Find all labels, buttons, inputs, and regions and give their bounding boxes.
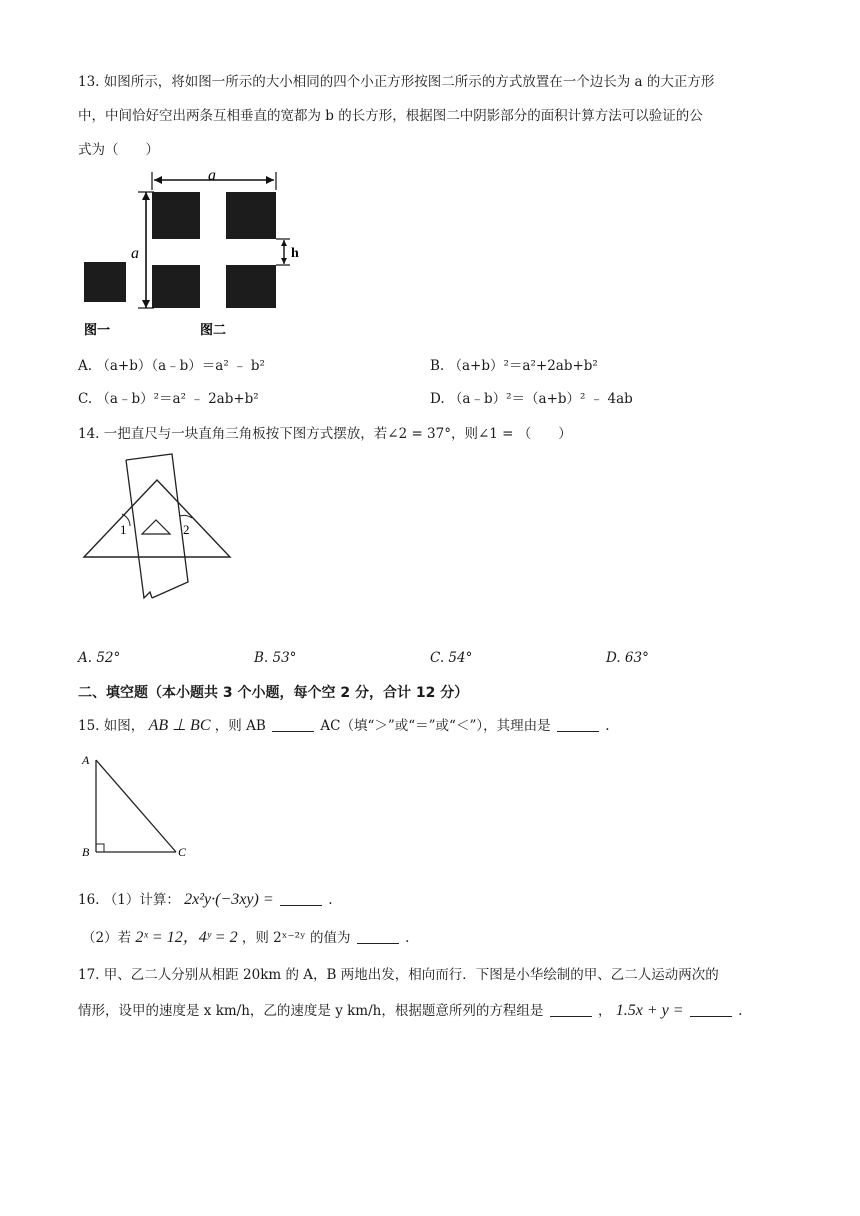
q15-end: . — [605, 718, 610, 734]
q17-line2-mid: ， — [597, 1003, 612, 1019]
q14-figure — [82, 452, 242, 602]
q16-blank-1[interactable] — [280, 891, 322, 906]
q15-mid: ，则 AB — [214, 718, 266, 734]
inner-triangle — [142, 520, 170, 534]
q13-line3: 式为（ ） — [78, 142, 159, 158]
q14-option-c[interactable]: C. 54° — [430, 650, 473, 666]
q17-line2-pre: 情形，设甲的速度是 x km/h，乙的速度是 y km/h，根据题意所列的方程组是 — [78, 1003, 544, 1019]
q13-option-c[interactable]: C. （a﹣b）²＝a² ﹣ 2ab+b² — [78, 391, 259, 407]
q13-option-d[interactable]: D. （a﹣b）²＝（a+b）² ﹣ 4ab — [430, 391, 633, 407]
straight-ruler — [126, 454, 188, 598]
angle-2-label: 2 — [183, 522, 190, 537]
q14-option-a[interactable]: A. 52° — [78, 650, 121, 666]
q17-line2 — [78, 1001, 742, 1021]
q15-figure — [80, 750, 200, 862]
q14-option-d[interactable]: D. 63° — [606, 650, 649, 666]
q13-figure — [78, 168, 308, 344]
q16-part1-math: 2x²y·(−3xy) = — [184, 891, 274, 908]
q13-option-a[interactable]: A. （a+b）（a﹣b）＝a² ﹣ b² — [78, 358, 265, 374]
q15-stem — [78, 716, 610, 736]
q15-mid2: AC（填“＞”或“＝”或“＜”），其理由是 — [320, 718, 551, 734]
section-title: 二、填空题（本小题共 3 个小题，每个空 2 分，合计 12 分） — [78, 685, 469, 701]
q13-option-b[interactable]: B. （a+b）²＝a²+2ab+b² — [430, 358, 598, 374]
caption-fig1: 图一 — [84, 322, 111, 337]
point-b-label: B — [82, 845, 90, 859]
q15-blank-2[interactable] — [557, 717, 599, 732]
small-square — [84, 262, 126, 302]
q15-pre: 15. 如图， — [78, 718, 145, 734]
caption-fig2: 图二 — [200, 322, 227, 337]
triangle-ruler — [84, 480, 230, 557]
q17-blank-2[interactable] — [690, 1002, 732, 1017]
horizontal-strip — [152, 239, 276, 265]
q16-part2 — [82, 928, 409, 948]
q17-line2-end: . — [738, 1003, 743, 1019]
q16-part2-math: 2ˣ = 12，4ʸ = 2 — [135, 929, 238, 946]
angle-1-label: 1 — [120, 522, 127, 537]
q17-blank-1[interactable] — [550, 1002, 592, 1017]
label-a-left: a — [131, 245, 139, 262]
q13-line2: 中，中间恰好空出两条互相垂直的宽都为 b 的长方形，根据图二中阴影部分的面积计算方法可以验证的公 — [78, 108, 703, 124]
q16-part2-mid: ，则 2ˣ⁻²ʸ 的值为 — [241, 930, 351, 946]
q16-part2-end: . — [405, 930, 410, 946]
q17-line2-math: 1.5x + y = — [615, 1002, 684, 1019]
q15-math: AB ⊥ BC — [148, 717, 211, 734]
label-a-top: a — [208, 168, 216, 184]
label-h: h — [291, 246, 299, 261]
segment-ac — [96, 760, 176, 852]
q16-part2-pre: （2）若 — [82, 930, 132, 946]
q14-stem: 14. 一把直尺与一块直角三角板按下图方式摆放，若∠2 = 37°，则∠1 = （ ） — [78, 426, 572, 442]
q13-line1: 13. 如图所示，将如图一所示的大小相同的四个小正方形按图二所示的方式放置在一个边长为 a 的大正方形 — [78, 74, 715, 90]
q16-part1-pre: 16. （1）计算： — [78, 892, 180, 908]
point-c-label: C — [178, 845, 187, 859]
q15-blank-1[interactable] — [272, 717, 314, 732]
q16-blank-2[interactable] — [357, 929, 399, 944]
q17-line1: 17. 甲、乙二人分别从相距 20km 的 A，B 两地出发，相向而行．下图是小华绘制的甲、乙二人运动两次的 — [78, 967, 719, 983]
q16-part1 — [78, 890, 333, 910]
q16-part1-end: . — [328, 892, 333, 908]
point-a-label: A — [82, 753, 90, 767]
q14-option-b[interactable]: B. 53° — [254, 650, 297, 666]
